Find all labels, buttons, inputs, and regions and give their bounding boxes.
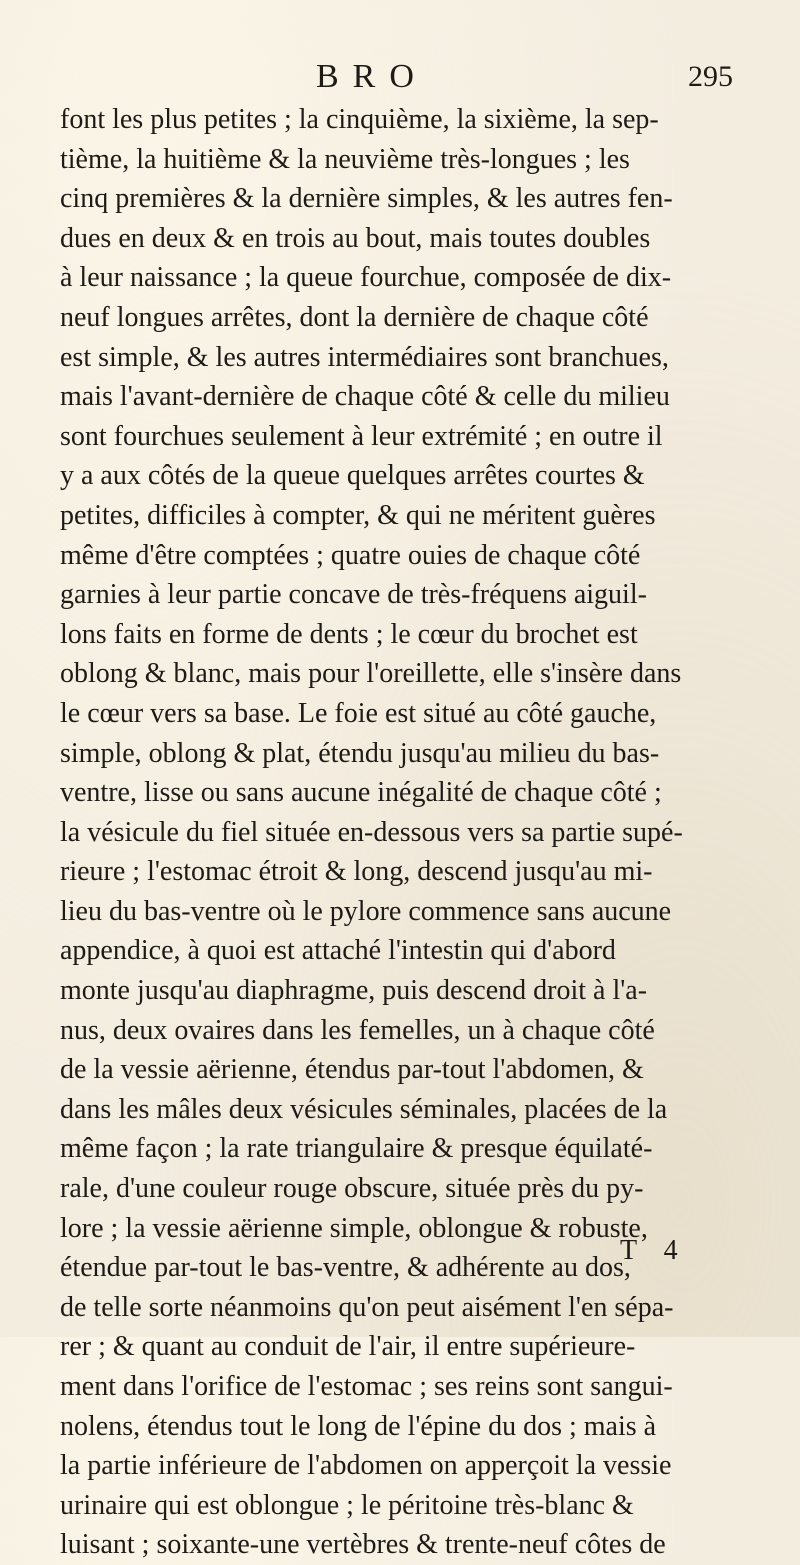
body-text: [60, 100, 760, 1565]
text-line: monte jusqu'au diaphragme, puis descend droit à l'a-: [60, 975, 648, 1007]
text-line: dues en deux & en trois au bout, mais toutes doubles: [60, 222, 651, 254]
text-line: sont fourchues seulement à leur extrémité ; en outre il: [60, 420, 663, 452]
text-line: lons faits en forme de dents ; le cœur du brochet est: [60, 618, 638, 650]
text-line: cinq premières & la dernière simples, & les autres fen-: [60, 183, 673, 215]
page-number: 295: [688, 60, 733, 93]
text-line: ventre, lisse ou sans aucune inégalité de chaque côté ;: [60, 777, 662, 809]
text-line: de la vessie aërienne, étendus par-tout l'abdomen, &: [60, 1054, 644, 1086]
text-line: la vésicule du fiel située en-dessous vers sa partie supé-: [60, 816, 683, 848]
text-line: dans les mâles deux vésicules séminales, placées de la: [60, 1093, 668, 1125]
text-line: neuf longues arrêtes, dont la dernière de chaque côté: [60, 301, 649, 333]
text-line: y a aux côtés de la queue quelques arrêtes courtes &: [60, 460, 645, 492]
text-line: même façon ; la rate triangulaire & presque équilaté-: [60, 1133, 653, 1165]
text-line: font les plus petites ; la cinquième, la sixième, la sep-: [60, 104, 659, 135]
text-line: à leur naissance ; la queue fourchue, composée de dix-: [60, 262, 672, 294]
text-line: la partie inférieure de l'abdomen on apperçoit la vessie: [60, 1450, 672, 1482]
text-line: tième, la huitième & la neuvième très-longues ; les: [60, 143, 630, 175]
text-line: rale, d'une couleur rouge obscure, située près du py-: [60, 1173, 644, 1205]
text-line: est simple, & les autres intermédiaires sont branchues,: [60, 341, 669, 373]
text-line: ment dans l'orifice de l'estomac ; ses reins sont sangui-: [60, 1371, 673, 1402]
text-line: le cœur vers sa base. Le foie est situé au côté gauche,: [60, 697, 657, 729]
text-line: nolens, étendus tout le long de l'épine du dos ; mais à: [60, 1410, 657, 1442]
text-line: simple, oblong & plat, étendu jusqu'au milieu du bas-: [60, 737, 660, 769]
text-line: de telle sorte néanmoins qu'on peut aisément l'en sépa-: [60, 1291, 674, 1323]
text-line: rer ; & quant au conduit de l'air, il entre supérieure-: [60, 1331, 636, 1363]
text-line: rieure ; l'estomac étroit & long, descend jusqu'au mi-: [60, 856, 653, 888]
text-line: oblong & blanc, mais pour l'oreillette, elle s'insère dans: [60, 658, 682, 690]
text-line: même d'être comptées ; quatre ouies de chaque côté: [60, 539, 641, 571]
running-head: [0, 58, 800, 102]
running-head-title: BRO: [316, 58, 428, 95]
text-line: étendue par-tout le bas-ventre, & adhérente au dos,: [60, 1252, 631, 1284]
text-line: appendice, à quoi est attaché l'intestin qui d'abord: [60, 935, 616, 967]
text-line: luisant ; soixante-une vertèbres & trente-neuf côtes de: [60, 1529, 666, 1561]
text-line: mais l'avant-dernière de chaque côté & celle du milieu: [60, 381, 670, 413]
text-line: nus, deux ovaires dans les femelles, un à chaque côté: [60, 1014, 655, 1046]
text-line: garnies à leur partie concave de très-fréquens aiguil-: [60, 579, 647, 611]
text-line: urinaire qui est oblongue ; le péritoine très-blanc &: [60, 1489, 634, 1521]
text-line: lore ; la vessie aërienne simple, oblongue & robuste,: [60, 1212, 648, 1244]
text-line: lieu du bas-ventre où le pylore commence sans aucune: [60, 895, 672, 927]
signature-mark: T 4: [620, 1235, 688, 1266]
text-line: petites, difficiles à compter, & qui ne méritent guères: [60, 499, 656, 531]
